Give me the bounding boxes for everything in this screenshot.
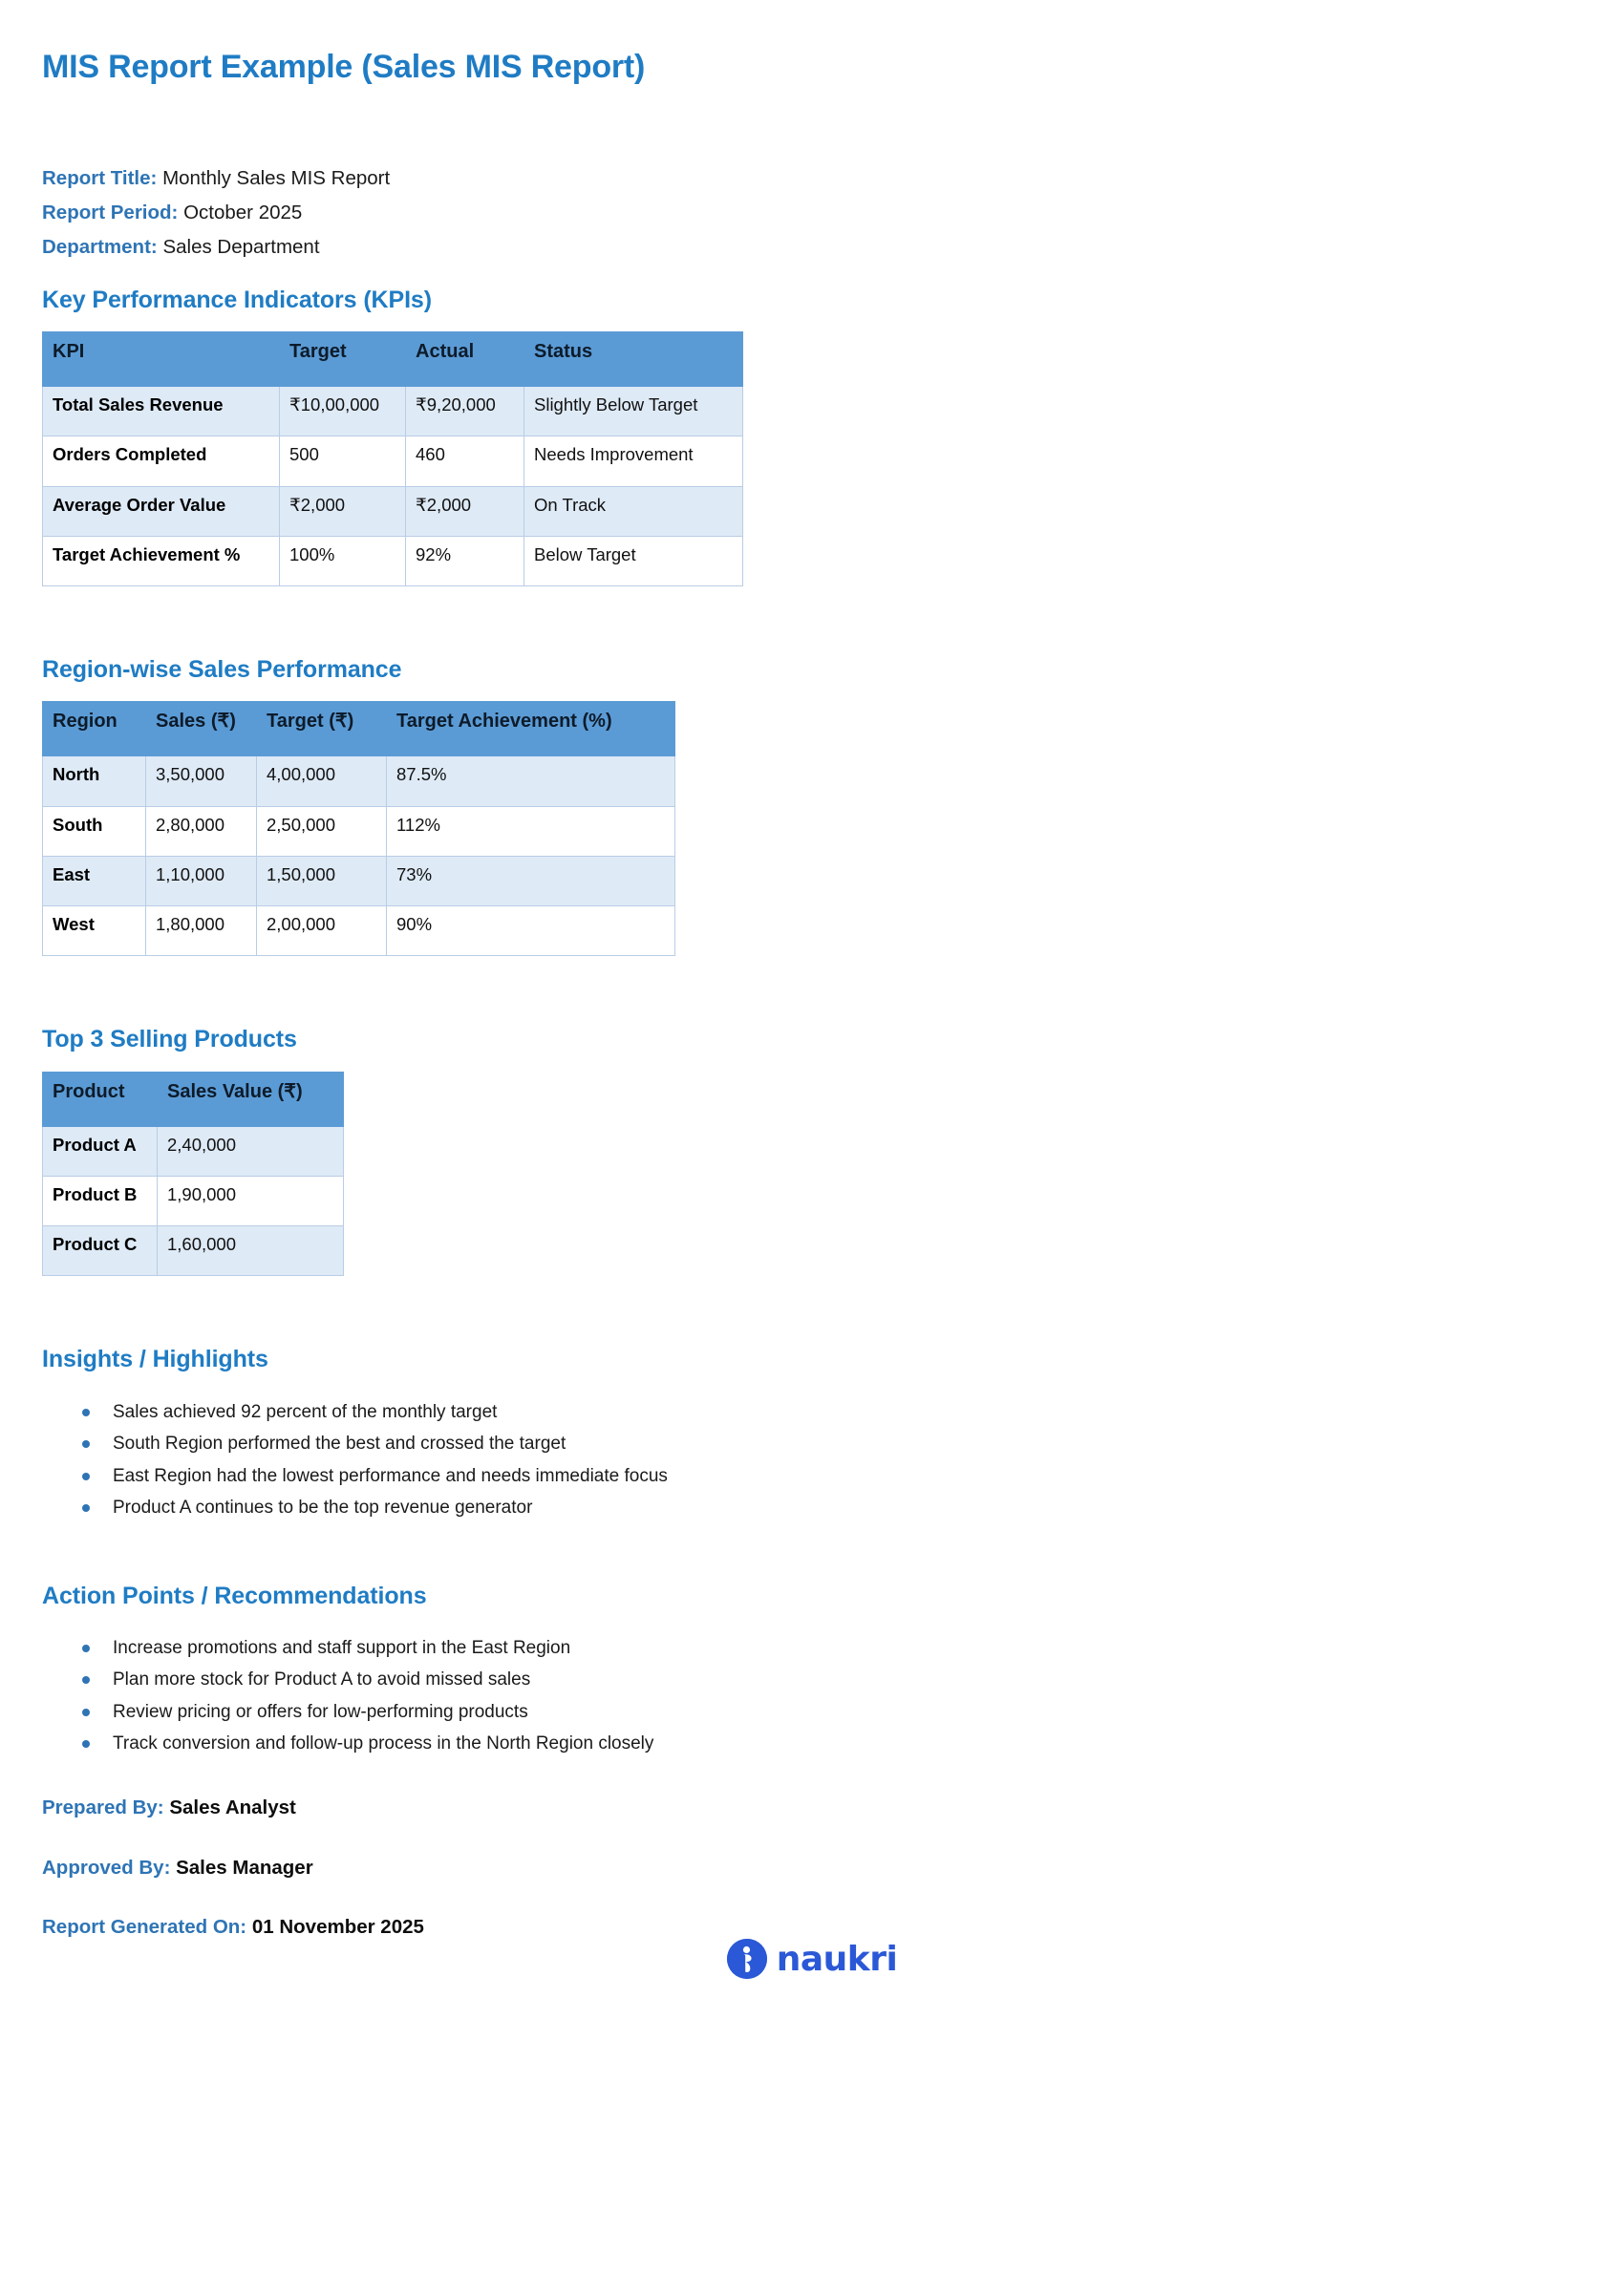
region-cell-name: South — [43, 806, 146, 856]
kpi-cell-actual: 92% — [406, 536, 524, 585]
region-table — [42, 701, 675, 956]
list-item — [113, 1728, 1567, 1760]
list-item-text: Product A continues to be the top revenue generator — [113, 1498, 533, 1519]
approved-by-value: Sales Manager — [176, 1856, 313, 1879]
kpi-col-kpi: KPI — [43, 332, 280, 387]
prepared-by-value: Sales Analyst — [169, 1796, 296, 1818]
bullet-dot-icon — [82, 1440, 90, 1448]
table-row — [43, 1126, 344, 1176]
table-row — [43, 856, 675, 905]
table-row — [43, 806, 675, 856]
products-col-sales-value: Sales Value (₹) — [158, 1072, 344, 1126]
kpi-col-actual: Actual — [406, 332, 524, 387]
list-item-text: East Region had the lowest performance and needs immediate focus — [113, 1465, 668, 1486]
products-cell-value: 1,60,000 — [158, 1226, 344, 1276]
kpi-col-target: Target — [280, 332, 406, 387]
list-item — [113, 1492, 1567, 1524]
list-item-text: Sales achieved 92 percent of the monthly target — [113, 1401, 498, 1422]
kpi-cell-status: Below Target — [524, 536, 743, 585]
generated-on-label: Report Generated On: — [42, 1916, 247, 1939]
region-cell-name: West — [43, 906, 146, 956]
prepared-by-line — [42, 1796, 1567, 1820]
prepared-by-label: Prepared By: — [42, 1796, 164, 1818]
generated-on-line — [42, 1916, 1567, 1940]
region-cell-name: East — [43, 856, 146, 905]
region-cell-target: 1,50,000 — [257, 856, 387, 905]
kpi-cell-actual: ₹2,000 — [406, 486, 524, 536]
region-cell-sales: 3,50,000 — [146, 756, 257, 806]
section-heading-region: Region-wise Sales Performance — [42, 656, 402, 684]
report-metadata — [42, 161, 1567, 265]
meta-report-period-value: October 2025 — [183, 201, 303, 223]
meta-report-title-value: Monthly Sales MIS Report — [162, 166, 391, 189]
table-row — [43, 1176, 344, 1225]
kpi-cell-target: 500 — [280, 436, 406, 486]
table-row — [43, 756, 675, 806]
kpi-cell-status: Slightly Below Target — [524, 387, 743, 436]
table-row — [43, 387, 743, 436]
list-item-text: Plan more stock for Product A to avoid missed sales — [113, 1669, 531, 1690]
spacer — [42, 586, 1567, 655]
approved-by-label: Approved By: — [42, 1856, 171, 1879]
spacer — [42, 956, 1567, 1025]
region-col-sales: Sales (₹) — [146, 702, 257, 756]
table-row — [43, 906, 675, 956]
region-cell-target: 2,50,000 — [257, 806, 387, 856]
naukri-logo-icon — [727, 1939, 767, 1979]
kpi-table — [42, 331, 743, 586]
region-col-target: Target (₹) — [257, 702, 387, 756]
section-heading-kpi: Key Performance Indicators (KPIs) — [42, 286, 432, 313]
table-row — [43, 486, 743, 536]
region-cell-achievement: 87.5% — [387, 756, 675, 806]
kpi-cell-status: Needs Improvement — [524, 436, 743, 486]
table-header-row — [43, 1072, 344, 1126]
list-item — [113, 1696, 1567, 1729]
kpi-cell-name: Total Sales Revenue — [43, 387, 280, 436]
region-cell-name: North — [43, 756, 146, 806]
kpi-cell-status: On Track — [524, 486, 743, 536]
bullet-dot-icon — [82, 1473, 90, 1480]
insights-list — [42, 1396, 1567, 1524]
table-row — [43, 1226, 344, 1276]
region-col-achievement: Target Achievement (%) — [387, 702, 675, 756]
region-col-region: Region — [43, 702, 146, 756]
bullet-dot-icon — [82, 1740, 90, 1748]
meta-report-title-label: Report Title: — [42, 166, 158, 189]
region-cell-achievement: 90% — [387, 906, 675, 956]
bullet-dot-icon — [82, 1645, 90, 1652]
list-item — [113, 1428, 1567, 1460]
meta-report-period — [42, 196, 1567, 230]
meta-report-period-label: Report Period: — [42, 201, 179, 223]
page-title: MIS Report Example (Sales MIS Report) — [42, 49, 646, 85]
kpi-cell-actual: ₹9,20,000 — [406, 387, 524, 436]
generated-on-value: 01 November 2025 — [251, 1916, 424, 1939]
list-item — [113, 1664, 1567, 1696]
meta-department-value: Sales Department — [162, 235, 320, 258]
table-header-row — [43, 702, 675, 756]
table-row — [43, 436, 743, 486]
spacer — [42, 1276, 1567, 1345]
bullet-dot-icon — [82, 1409, 90, 1416]
table-header-row — [43, 332, 743, 387]
meta-report-title — [42, 161, 1567, 196]
list-item-text: Review pricing or offers for low-performing products — [113, 1701, 528, 1722]
list-item — [113, 1460, 1567, 1493]
list-item — [113, 1396, 1567, 1429]
kpi-cell-target: 100% — [280, 536, 406, 585]
section-heading-insights: Insights / Highlights — [42, 1346, 268, 1373]
region-cell-sales: 1,10,000 — [146, 856, 257, 905]
kpi-cell-target: ₹10,00,000 — [280, 387, 406, 436]
kpi-cell-name: Orders Completed — [43, 436, 280, 486]
list-item-text: South Region performed the best and crossed the target — [113, 1434, 566, 1455]
footer-brand-logo — [0, 1939, 1624, 1979]
products-table — [42, 1072, 344, 1277]
list-item — [113, 1632, 1567, 1665]
brand-name: naukri — [776, 1939, 898, 1979]
products-cell-name: Product A — [43, 1126, 158, 1176]
region-cell-sales: 2,80,000 — [146, 806, 257, 856]
approved-by-line — [42, 1857, 1567, 1881]
bullet-dot-icon — [82, 1504, 90, 1512]
list-item-text: Track conversion and follow-up process in the North Region closely — [113, 1733, 654, 1754]
actions-list — [42, 1632, 1567, 1760]
table-row — [43, 536, 743, 585]
region-cell-target: 4,00,000 — [257, 756, 387, 806]
kpi-cell-actual: 460 — [406, 436, 524, 486]
meta-department-label: Department: — [42, 235, 158, 258]
kpi-col-status: Status — [524, 332, 743, 387]
products-cell-value: 2,40,000 — [158, 1126, 344, 1176]
kpi-cell-name: Average Order Value — [43, 486, 280, 536]
region-cell-target: 2,00,000 — [257, 906, 387, 956]
products-cell-value: 1,90,000 — [158, 1176, 344, 1225]
products-col-product: Product — [43, 1072, 158, 1126]
region-cell-achievement: 73% — [387, 856, 675, 905]
section-heading-actions: Action Points / Recommendations — [42, 1582, 427, 1609]
bullet-dot-icon — [82, 1676, 90, 1684]
kpi-cell-target: ₹2,000 — [280, 486, 406, 536]
meta-department — [42, 230, 1567, 265]
region-cell-achievement: 112% — [387, 806, 675, 856]
products-cell-name: Product B — [43, 1176, 158, 1225]
section-heading-products: Top 3 Selling Products — [42, 1026, 297, 1053]
region-cell-sales: 1,80,000 — [146, 906, 257, 956]
products-cell-name: Product C — [43, 1226, 158, 1276]
kpi-cell-name: Target Achievement % — [43, 536, 280, 585]
spacer — [42, 1524, 1567, 1582]
list-item-text: Increase promotions and staff support in the East Region — [113, 1637, 571, 1658]
bullet-dot-icon — [82, 1709, 90, 1716]
